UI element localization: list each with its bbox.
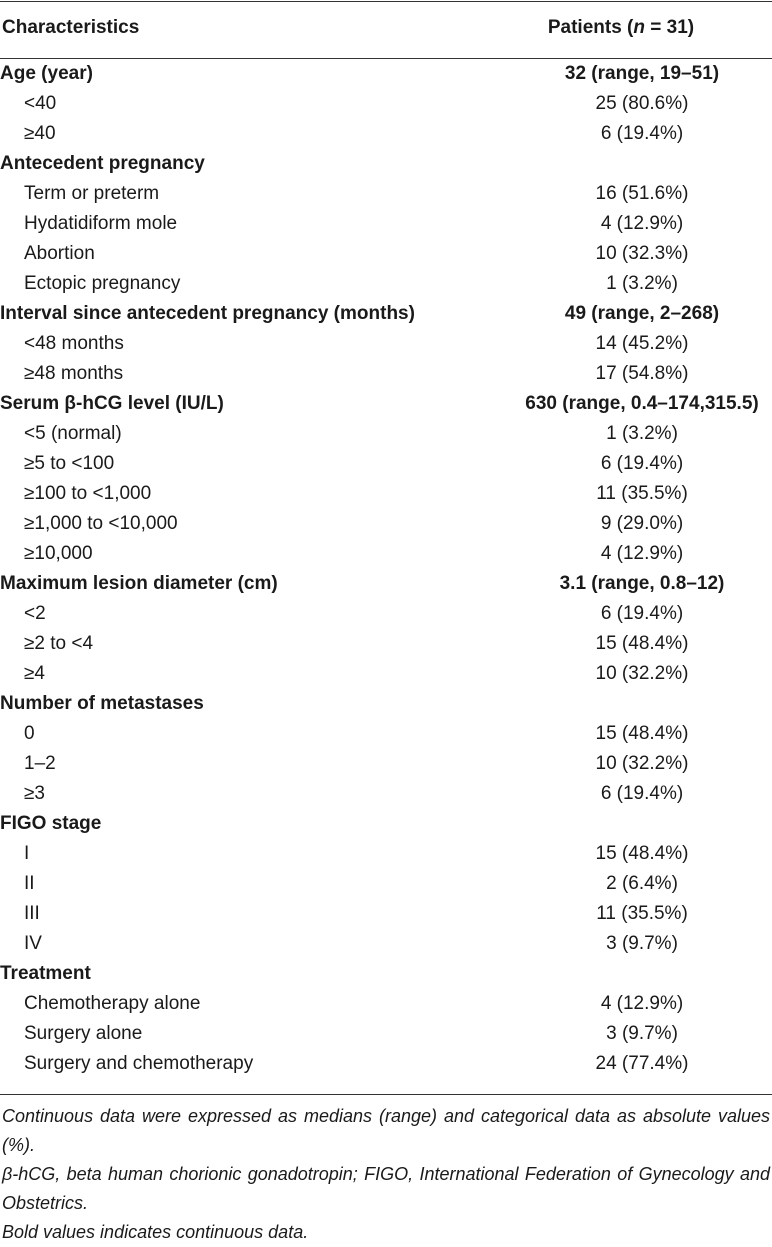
table-row bbox=[0, 419, 772, 449]
row-label: ≥2 to <4 bbox=[24, 633, 94, 654]
group-label: Interval since antecedent pregnancy (months) bbox=[0, 303, 415, 324]
row-label: I bbox=[24, 843, 30, 864]
row-value: 15 (48.4%) bbox=[595, 843, 689, 864]
table-row bbox=[0, 839, 772, 869]
row-value: 6 (19.4%) bbox=[600, 783, 684, 804]
table-body bbox=[0, 59, 772, 1079]
table-row bbox=[0, 509, 772, 539]
row-label: 0 bbox=[24, 723, 35, 744]
group-label: Age (year) bbox=[0, 63, 93, 84]
row-label: II bbox=[24, 873, 35, 894]
row-label: Chemotherapy alone bbox=[24, 993, 201, 1014]
table-row bbox=[0, 359, 772, 389]
header-patients-prefix: Patients ( bbox=[547, 17, 634, 38]
row-label: ≥3 bbox=[24, 783, 45, 804]
table-row bbox=[0, 989, 772, 1019]
row-value: 15 (48.4%) bbox=[595, 633, 689, 654]
table-group-row bbox=[0, 299, 772, 329]
table-row bbox=[0, 899, 772, 929]
group-label: FIGO stage bbox=[0, 813, 102, 834]
table-row bbox=[0, 629, 772, 659]
row-label: ≥4 bbox=[24, 663, 45, 684]
group-value: 630 (range, 0.4–174,315.5) bbox=[525, 393, 759, 414]
table-row bbox=[0, 1049, 772, 1079]
row-value: 17 (54.8%) bbox=[595, 363, 689, 384]
row-value: 4 (12.9%) bbox=[600, 213, 684, 234]
table-row bbox=[0, 329, 772, 359]
table-header bbox=[0, 0, 772, 58]
table-row bbox=[0, 119, 772, 149]
table-row bbox=[0, 599, 772, 629]
row-value: 15 (48.4%) bbox=[595, 723, 689, 744]
row-label: Surgery alone bbox=[24, 1023, 143, 1044]
row-label: Surgery and chemotherapy bbox=[24, 1053, 254, 1074]
row-label: Term or preterm bbox=[24, 183, 160, 204]
row-label: <48 months bbox=[24, 333, 124, 354]
row-value: 6 (19.4%) bbox=[600, 123, 684, 144]
header-patients bbox=[516, 17, 726, 39]
group-value bbox=[512, 689, 772, 719]
row-label: Hydatidiform mole bbox=[24, 213, 178, 234]
row-value: 25 (80.6%) bbox=[595, 93, 689, 114]
table-group-row bbox=[0, 689, 772, 719]
table-row bbox=[0, 179, 772, 209]
row-label: Abortion bbox=[24, 243, 95, 264]
table-row bbox=[0, 659, 772, 689]
row-label: Ectopic pregnancy bbox=[24, 273, 181, 294]
group-value: 49 (range, 2–268) bbox=[564, 303, 720, 324]
row-value: 2 (6.4%) bbox=[606, 873, 678, 894]
row-value: 3 (9.7%) bbox=[606, 933, 678, 954]
table-row bbox=[0, 929, 772, 959]
row-label: 1–2 bbox=[24, 753, 56, 774]
row-value: 1 (3.2%) bbox=[606, 273, 678, 294]
row-value: 1 (3.2%) bbox=[606, 423, 678, 444]
table-row bbox=[0, 539, 772, 569]
row-value: 11 (35.5%) bbox=[596, 903, 688, 924]
table-row bbox=[0, 1019, 772, 1049]
group-value: 3.1 (range, 0.8–12) bbox=[559, 573, 725, 594]
footnote-2: β-hCG, beta human chorionic gonadotropin; FIGO, International Federation of Gynecology and Obstetrics. bbox=[2, 1164, 770, 1213]
row-label: ≥40 bbox=[24, 123, 56, 144]
row-label: <40 bbox=[24, 93, 57, 114]
table-group-row bbox=[0, 149, 772, 179]
row-label: ≥10,000 bbox=[24, 543, 93, 564]
table-group-row bbox=[0, 59, 772, 89]
table-row bbox=[0, 269, 772, 299]
row-value: 14 (45.2%) bbox=[595, 333, 689, 354]
group-value bbox=[512, 809, 772, 839]
table-row bbox=[0, 479, 772, 509]
row-value: 11 (35.5%) bbox=[596, 483, 688, 504]
row-value: 10 (32.3%) bbox=[595, 243, 689, 264]
row-value: 10 (32.2%) bbox=[595, 753, 689, 774]
table-row bbox=[0, 239, 772, 269]
table-group-row bbox=[0, 809, 772, 839]
table-group-row bbox=[0, 569, 772, 599]
row-value: 6 (19.4%) bbox=[600, 603, 684, 624]
characteristics-table bbox=[0, 59, 772, 1079]
row-label: <2 bbox=[24, 603, 46, 624]
bottom-rule bbox=[0, 1094, 772, 1095]
row-label: IV bbox=[24, 933, 42, 954]
group-label: Serum β-hCG level (IU/L) bbox=[0, 393, 224, 414]
footnote-3: Bold values indicates continuous data. bbox=[2, 1222, 309, 1242]
row-value: 4 (12.9%) bbox=[600, 543, 684, 564]
footnote-1: Continuous data were expressed as medians (range) and categorical data as absolute values (%). bbox=[2, 1106, 770, 1155]
row-value: 4 (12.9%) bbox=[600, 993, 684, 1014]
row-value: 6 (19.4%) bbox=[600, 453, 684, 474]
group-value bbox=[512, 149, 772, 179]
table-row bbox=[0, 209, 772, 239]
header-patients-suffix: = 31) bbox=[645, 17, 695, 38]
row-value: 10 (32.2%) bbox=[595, 663, 689, 684]
row-label: ≥100 to <1,000 bbox=[24, 483, 152, 504]
row-value: 24 (77.4%) bbox=[595, 1053, 689, 1074]
row-value: 3 (9.7%) bbox=[606, 1023, 678, 1044]
group-label: Number of metastases bbox=[0, 693, 204, 714]
table-row bbox=[0, 449, 772, 479]
row-label: ≥5 to <100 bbox=[24, 453, 115, 474]
group-label: Antecedent pregnancy bbox=[0, 153, 205, 174]
row-label: III bbox=[24, 903, 40, 924]
row-label: ≥1,000 to <10,000 bbox=[24, 513, 178, 534]
table-row bbox=[0, 779, 772, 809]
row-value: 9 (29.0%) bbox=[600, 513, 684, 534]
header-patients-n: n bbox=[633, 17, 645, 38]
table-row bbox=[0, 749, 772, 779]
table-group-row bbox=[0, 389, 772, 419]
row-value: 16 (51.6%) bbox=[595, 183, 689, 204]
group-value: 32 (range, 19–51) bbox=[564, 63, 720, 84]
table-row bbox=[0, 869, 772, 899]
row-label: <5 (normal) bbox=[24, 423, 122, 444]
table-row bbox=[0, 89, 772, 119]
header-characteristics: Characteristics bbox=[2, 17, 140, 38]
group-value bbox=[512, 959, 772, 989]
group-label: Maximum lesion diameter (cm) bbox=[0, 573, 278, 594]
table-footnotes bbox=[2, 1102, 770, 1247]
group-label: Treatment bbox=[0, 963, 91, 984]
row-label: ≥48 months bbox=[24, 363, 124, 384]
table-group-row bbox=[0, 959, 772, 989]
table-row bbox=[0, 719, 772, 749]
